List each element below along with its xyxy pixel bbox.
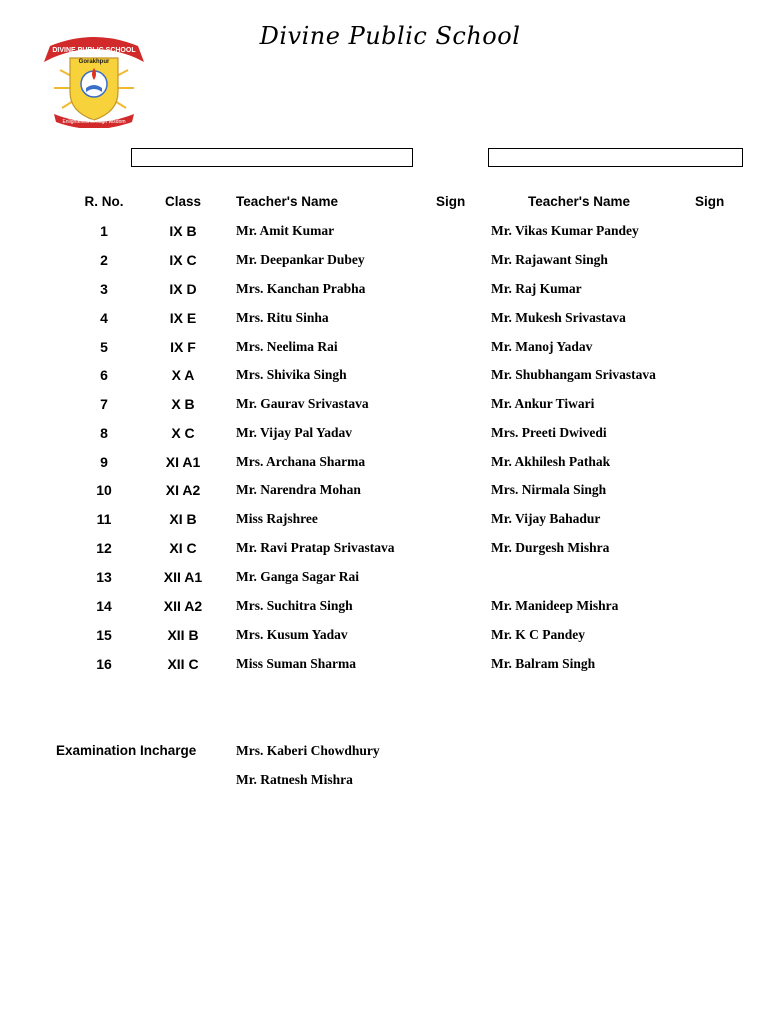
row-class: XI B [169,511,197,527]
table-row [0,454,768,483]
row-number: 14 [96,598,112,614]
table-row [0,281,768,310]
row-teacher-2: Mrs. Nirmala Singh [491,482,607,497]
row-teacher-1: Mrs. Neelima Rai [236,339,338,354]
row-teacher-2: Mr. Rajawant Singh [491,252,608,267]
header-sign-2: Sign [695,194,725,209]
table-row [0,223,768,252]
row-number: 5 [100,339,108,355]
row-teacher-1: Mr. Ravi Pratap Srivastava [236,540,395,555]
header-teacher-name-2: Teacher's Name [528,194,631,209]
header-teacher-name-1: Teacher's Name [236,194,339,209]
row-number: 1 [100,223,108,239]
row-teacher-1: Mrs. Ritu Sinha [236,310,329,325]
row-class: XI C [169,540,197,556]
table-row [0,511,768,540]
row-class: X C [171,425,195,441]
table-row [0,656,768,685]
logo-text-top: DIVINE PUBLIC SCHOOL [52,47,136,54]
row-teacher-1: Miss Rajshree [236,511,318,526]
row-teacher-2: Mr. Mukesh Srivastava [491,310,626,325]
row-class: IX E [169,310,197,326]
row-teacher-2: Mr. Raj Kumar [491,281,582,296]
row-class: XII A1 [163,569,203,585]
row-teacher-2: Mrs. Preeti Dwivedi [491,425,607,440]
row-class: IX C [169,252,197,268]
row-class: XI A1 [165,454,201,470]
row-number: 16 [96,656,112,672]
table-row [0,627,768,656]
row-number: 7 [100,396,108,412]
table-row [0,367,768,396]
row-number: 9 [100,454,108,470]
row-class: XII C [167,656,199,672]
row-teacher-1: Mrs. Kanchan Prabha [236,281,366,296]
header-input-box-right[interactable] [488,148,743,167]
row-teacher-2: Mr. Ankur Tiwari [491,396,595,411]
school-logo [40,36,148,128]
header-class: Class [164,194,202,209]
row-teacher-1: Mrs. Kusum Yadav [236,627,348,642]
row-teacher-2: Mr. Balram Singh [491,656,596,671]
table-row [0,598,768,627]
row-number: 15 [96,627,112,643]
exam-incharge-name: Mrs. Kaberi Chowdhury [236,743,380,758]
row-teacher-1: Mr. Amit Kumar [236,223,335,238]
row-number: 2 [100,252,108,268]
table-row [0,569,768,598]
row-class: XII B [167,627,199,643]
logo-text-city: Gorakhpur [78,59,110,65]
row-class: X B [171,396,195,412]
row-teacher-1: Mr. Ganga Sagar Rai [236,569,360,584]
row-class: IX F [170,339,196,355]
row-teacher-2: Mr. Vikas Kumar Pandey [491,223,639,238]
row-number: 11 [96,511,112,527]
row-teacher-1: Mrs. Suchitra Singh [236,598,353,613]
header-rno: R. No. [84,194,124,209]
row-teacher-1: Mr. Deepankar Dubey [236,252,365,267]
table-row [0,252,768,281]
logo-text-motto: Enlightened through wisdom [62,119,126,125]
document-title: Divine Public School [259,22,521,50]
row-teacher-1: Mr. Vijay Pal Yadav [236,425,353,440]
row-number: 3 [100,281,108,297]
table-row [0,310,768,339]
row-teacher-1: Mr. Gaurav Srivastava [236,396,369,411]
row-teacher-2: Mr. Akhilesh Pathak [491,454,611,469]
row-class: X A [171,367,195,383]
exam-incharge-label: Examination Incharge [56,743,197,758]
row-number: 4 [100,310,108,326]
row-number: 13 [96,569,112,585]
table-row [0,540,768,569]
row-teacher-2: Mr. K C Pandey [491,627,585,642]
table-row [0,339,768,368]
row-number: 12 [96,540,112,556]
row-class: IX B [169,223,197,239]
row-number: 8 [100,425,108,441]
row-number: 10 [96,482,112,498]
header-input-box-left[interactable] [131,148,413,167]
row-teacher-1: Miss Suman Sharma [236,656,357,671]
row-teacher-1: Mr. Narendra Mohan [236,482,361,497]
row-teacher-2: Mr. Vijay Bahadur [491,511,601,526]
table-row [0,482,768,511]
row-teacher-1: Mrs. Shivika Singh [236,367,347,382]
row-teacher-2: Mr. Manideep Mishra [491,598,619,613]
table-row [0,396,768,425]
exam-incharge-name: Mr. Ratnesh Mishra [236,772,353,787]
row-teacher-1: Mrs. Archana Sharma [236,454,366,469]
header-sign-1: Sign [436,194,466,209]
table-row [0,425,768,454]
row-teacher-2: Mr. Shubhangam Srivastava [491,367,656,382]
row-class: XI A2 [165,482,201,498]
row-class: XII A2 [163,598,203,614]
row-number: 6 [100,367,108,383]
row-teacher-2: Mr. Durgesh Mishra [491,540,610,555]
row-class: IX D [169,281,197,297]
row-teacher-2: Mr. Manoj Yadav [491,339,593,354]
